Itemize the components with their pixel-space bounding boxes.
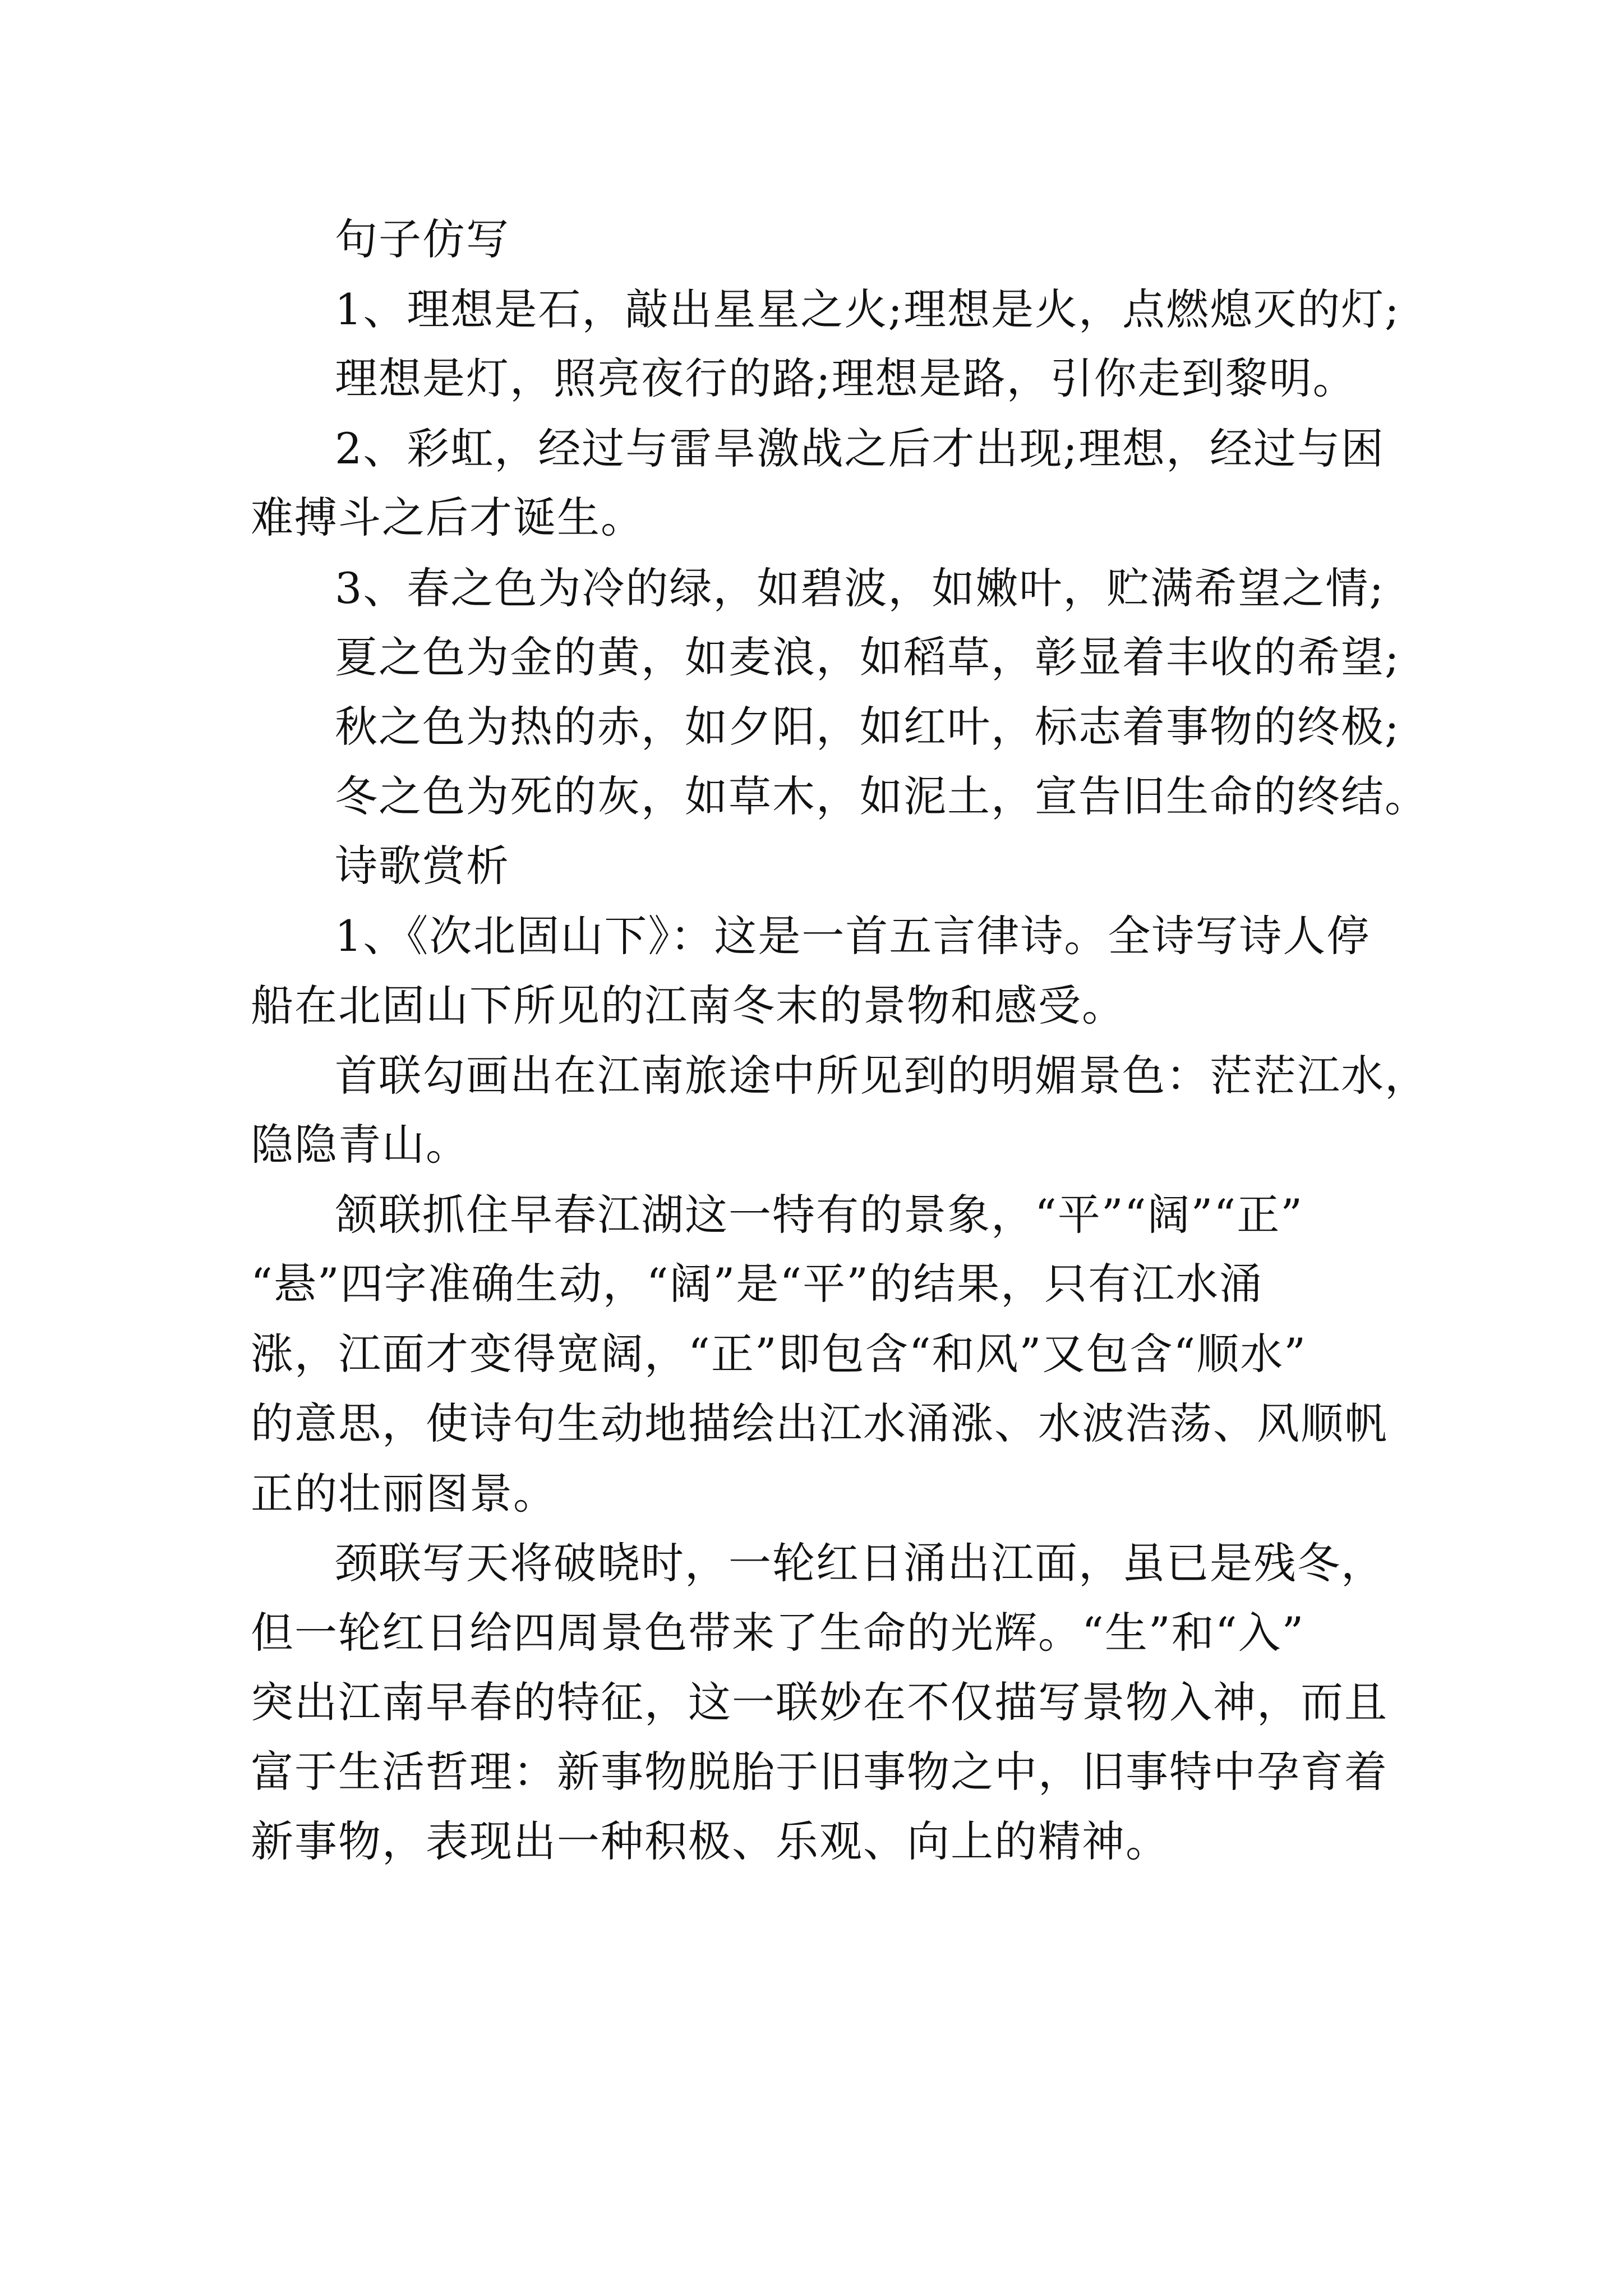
paragraph-line: 夏之色为金的黄，如麦浪，如稻草，彰显着丰收的希望; [335,632,1400,682]
heading-poetry-appreciation: 诗歌赏析 [335,841,510,891]
paragraph-line: 颔联抓住早春江湖这一特有的景象，“平”“阔”“正” [335,1190,1304,1240]
paragraph-line: 首联勾画出在江南旅途中所见到的明媚景色：茫茫江水， [335,1051,1428,1101]
paragraph-line: 秋之色为热的赤，如夕阳，如红叶，标志着事物的终极; [335,702,1400,752]
paragraph-line: 突出江南早春的特征，这一联妙在不仅描写景物入神，而且 [251,1677,1388,1727]
paragraph-line: 3、春之色为冷的绿，如碧波，如嫩叶，贮满希望之情; [335,563,1385,613]
paragraph-line: 富于生活哲理：新事物脱胎于旧事物之中，旧事特中孕育着 [251,1747,1388,1797]
paragraph-line: 新事物，表现出一种积极、乐观、向上的精神。 [251,1816,1169,1866]
paragraph-line: 难搏斗之后才诞生。 [251,493,644,542]
paragraph-line: 2、彩虹，经过与雷旱激战之后才出现;理想，经过与困 [335,424,1385,473]
heading-sentence-imitation: 句子仿写 [335,214,510,264]
paragraph-line: 冬之色为死的灰，如草木，如泥土，宣告旧生命的终结。 [335,771,1428,821]
paragraph-line: 正的壮丽图景。 [251,1469,557,1519]
paragraph-line: 船在北固山下所见的江南冬末的景物和感受。 [251,981,1126,1030]
paragraph-line: 隐隐青山。 [251,1120,469,1170]
paragraph-line: 1、《次北固山下》：这是一首五言律诗。全诗写诗人停 [335,911,1371,961]
paragraph-line: 涨，江面才变得宽阔，“正”即包含“和风”又包含“顺水” [251,1329,1307,1379]
paragraph-line: 的意思，使诗句生动地描绘出江水涌涨、水波浩荡、风顺帆 [251,1398,1388,1448]
paragraph-line: “悬”四字准确生动，“阔”是“平”的结果，只有江水涌 [251,1259,1264,1309]
paragraph-line: 颈联写天将破晓时，一轮红日涌出江面，虽已是残冬， [335,1538,1385,1588]
paragraph-line: 理想是灯，照亮夜行的路;理想是路，引你走到黎明。 [335,353,1357,403]
paragraph-line: 但一轮红日给四周景色带来了生命的光辉。“生”和“入” [251,1608,1305,1658]
paragraph-line: 1、理想是石，敲出星星之火;理想是火，点燃熄灭的灯; [335,284,1400,334]
